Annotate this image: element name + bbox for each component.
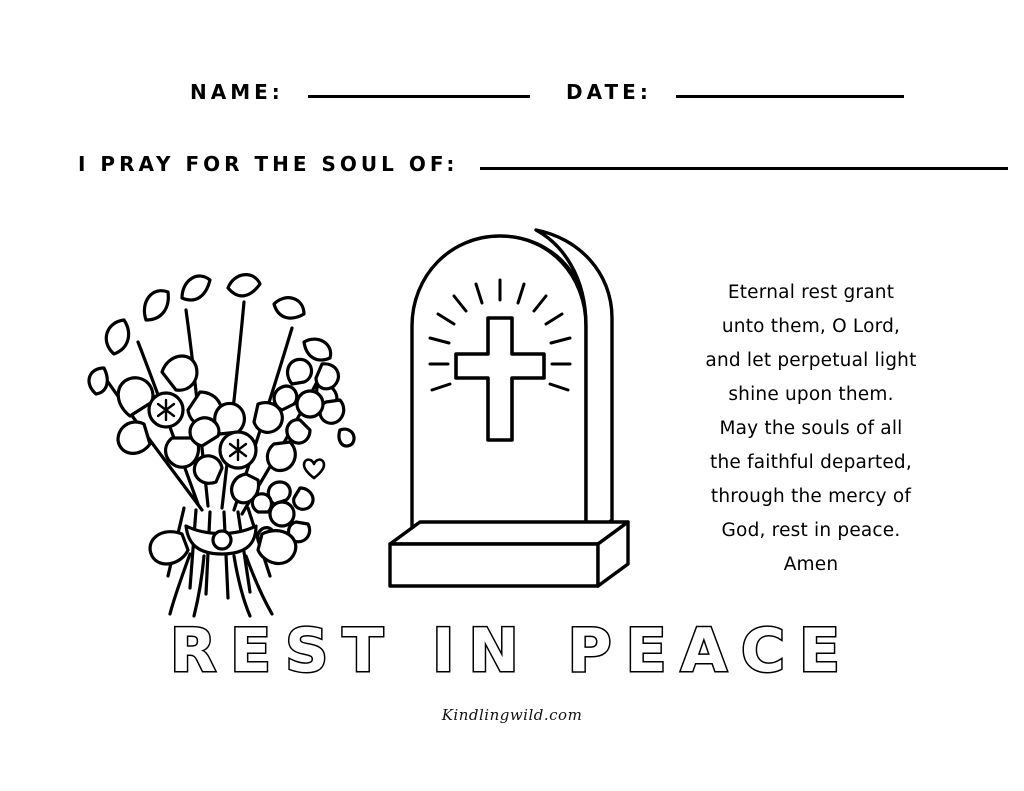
prayer-line: shine upon them. <box>728 384 894 405</box>
prayer-line: Amen <box>783 554 839 575</box>
prayer-line: through the mercy of <box>710 486 912 507</box>
soul-field-row <box>78 154 1008 174</box>
name-input-line[interactable] <box>308 95 530 98</box>
name-label: NAME: <box>190 80 284 104</box>
prayer-line: unto them, O Lord, <box>721 316 901 337</box>
prayer-line: and let perpetual light <box>705 350 917 371</box>
date-input-line[interactable] <box>676 95 904 98</box>
soul-label: I PRAY FOR THE SOUL OF: <box>78 152 459 176</box>
soul-input-line[interactable] <box>480 167 1008 170</box>
prayer-line: May the souls of all <box>719 418 903 439</box>
page-title: REST IN PEACE <box>169 616 855 686</box>
prayer-line: the faithful departed, <box>710 452 912 473</box>
prayer-line: God, rest in peace. <box>721 520 901 541</box>
date-label: DATE: <box>566 80 652 104</box>
prayer-line: Eternal rest grant <box>727 282 895 303</box>
flower-bouquet-icon <box>78 258 368 618</box>
name-field-row <box>190 82 530 102</box>
date-field-row <box>566 82 904 102</box>
prayer-text <box>672 276 950 582</box>
tombstone-icon <box>376 214 656 612</box>
watermark: Kindlingwild.com <box>441 706 583 724</box>
